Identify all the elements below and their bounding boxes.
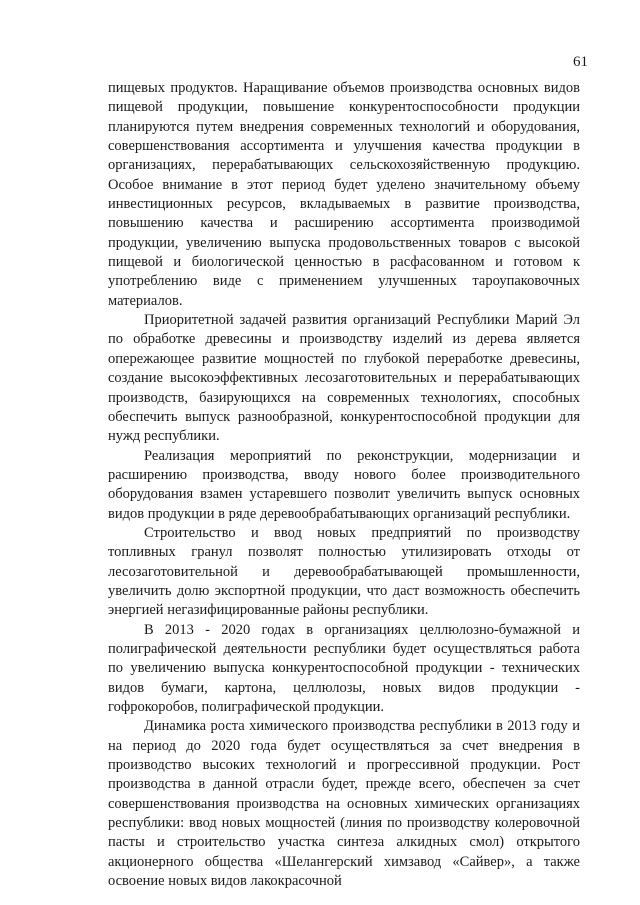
body-paragraph: В 2013 - 2020 годах в организациях целлюлозно-бумажной и полиграфической деятельности республики будет осуществляться работа по увеличению выпуска конкурентоспособной продукции - технических видов бумаги, картона, целлюлозы, новых видов продукции - гофрокоробов, полиграфической продукции.: [108, 621, 580, 715]
body-paragraph: пищевых продуктов. Наращивание объемов производства основных видов пищевой продукции, повышение конкурентоспособности продукции планируются путем внедрения современных технологий и оборудования, совершенствования ассортимента и улучшения качества продукции в организациях, перерабатывающих сельскохозяйственную продукцию. Особое внимание в этот период будет уделено значительному объему инвестиционных ресурсов, вкладываемых в развитие производства, повышению качества и расширению ассортимента производимой продукции, увеличению выпуска продовольственных товаров с высокой пищевой и биологической ценностью в расфасованном и готовом к употреблению виде с применением улучшенных тароупаковочных материалов.: [108, 80, 580, 309]
page-number: 61: [573, 54, 588, 70]
body-paragraph: Строительство и ввод новых предприятий по производству топливных гранул позволят полностью утилизировать отходы от лесозаготовительной и деревообрабатывающей промышленности, увеличить долю экспортной продукции, что даст возможность обеспечить энергией негазифицированные районы республики.: [108, 524, 580, 619]
document-body: [108, 79, 580, 891]
body-paragraph: Реализация мероприятий по реконструкции, модернизации и расширению производства, вводу нового более производительного оборудования взамен устаревшего позволит увеличить выпуск основных видов продукции в ряде деревообрабатывающих организаций республики.: [108, 447, 580, 522]
body-paragraph: Приоритетной задачей развития организаций Республики Марий Эл по обработке древесины и производству изделий из дерева является опережающее развитие мощностей по глубокой переработке древесины, создание высокоэффективных лесозаготовительных и перерабатывающих производств, базирующихся на современных технологиях, способных обеспечить выпуск разнообразной, конкурентоспособной продукции для нужд республики.: [108, 312, 580, 445]
body-paragraph: Динамика роста химического производства республики в 2013 году и на период до 2020 года будет осуществляться за счет внедрения в производство высоких технологий и прогрессивной продукции. Рост производства в данной отрасли будет, прежде всего, обеспечен за счет совершенствования производства на основных химических организациях республики: ввод новых мощностей (линия по производству колеровочной пасты и строительство участка синтеза алкидных смол) открытого акционерного общества «Шелангерский химзавод «Сайвер», а также освоение новых видов лакокрасочной: [108, 718, 580, 890]
